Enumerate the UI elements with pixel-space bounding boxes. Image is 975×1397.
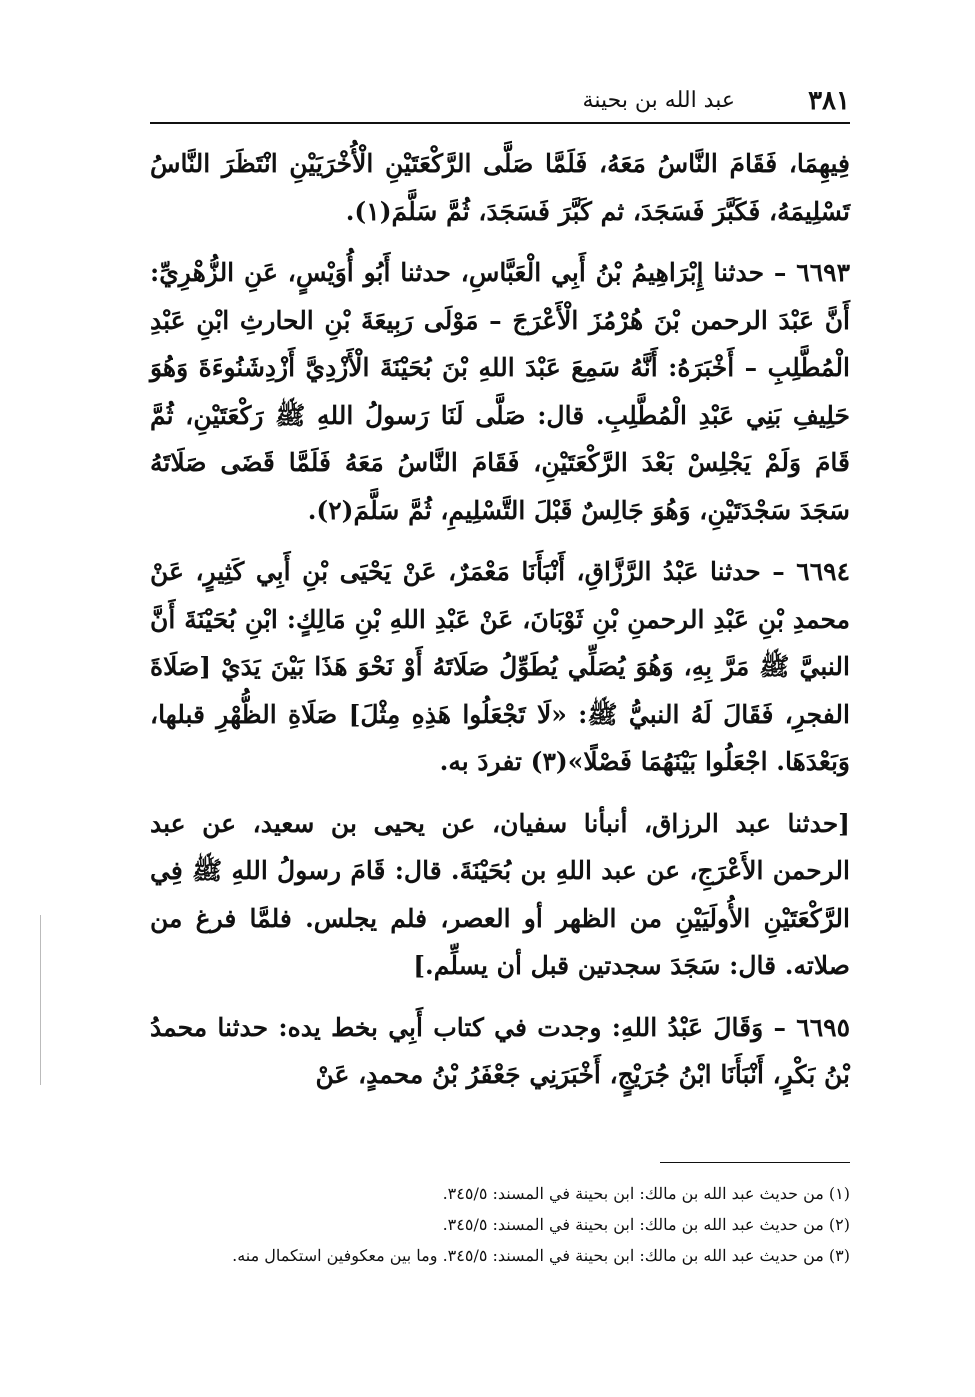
footnote-rule — [660, 1162, 850, 1163]
paragraph-text: فِيهِمَا، فَقَامَ النَّاسُ مَعَهُ، فَلَمَّا صَلَّى الرَّكْعَتَيْنِ الْأُخْرَيَيْنِ انْتَظَرَ النَّاسُ تَسْلِيمَهُ، فَكَبَّرَ فَسَجَدَ، ثم كَبَّرَ فَسَجَدَ، ثُمَّ سَلَّمَ(١). — [150, 149, 850, 226]
paragraph — [150, 140, 850, 235]
footnotes — [150, 1178, 850, 1271]
running-title: عبد الله بن بحينة — [582, 88, 735, 113]
hadith-number: ٦٦٩٥ — [796, 1012, 850, 1042]
header-rule — [150, 122, 850, 124]
scan-margin-mark — [40, 915, 41, 1085]
paragraph-text: – حدثنا إِبْرَاهِيمُ بْنُ أَبِي الْعَبَّاسِ، حدثنا أَبُو أُوَيْسٍ، عَنِ الزُّهْرِيِّ: أَنَّ عَبْدَ الرحمن بْنَ هُرْمُزَ الْأَعْرَجَ – مَوْلَى رَبِيعَةَ بْنِ الحارثِ ابْنِ عَبْدِ الْمُطَّلِبِ – أَخْبَرَهُ: أَنَّهُ سَمِعَ عَبْدَ اللهِ بْنَ بُحَيْنَةَ الْأَزْدِيَّ أَزْدِشَنُوءَةَ وَهُوَ حَلِيفِ بَنِي عَبْدِ الْمُطَّلِبِ. قال: صَلَّى لَنَا رَسولُ اللهِ ﷺ رَكْعَتَيْنِ، ثُمَّ قَامَ وَلَمْ يَجْلِسْ بَعْدَ الرَّكْعَتَيْنِ، فَقَامَ النَّاسُ مَعَهُ فَلَمَّا قَضَى صَلَاتَهُ سَجَدَ سَجْدَتَيْنِ، وَهُوَ جَالِسٌ قَبْلَ التَّسْلِيمِ، ثُمَّ سَلَّمَ(٢). — [150, 258, 850, 525]
footnote: (١) من حديث عبد الله بن مالك: ابن بحينة في المسند: ٣٤٥/٥. — [442, 1184, 850, 1203]
page-number: ٣٨١ — [808, 86, 850, 116]
footnote: (٣) من حديث عبد الله بن مالك: ابن بحينة في المسند: ٣٤٥/٥. وما بين معكوفين استكمال منه. — [232, 1246, 850, 1265]
hadith-paragraph — [150, 1004, 850, 1099]
page-header — [150, 86, 850, 120]
hadith-number: ٦٦٩٣ — [796, 258, 850, 287]
footnote: (٢) من حديث عبد الله بن مالك: ابن بحينة في المسند: ٣٤٥/٥. — [442, 1215, 850, 1234]
hadith-paragraph — [150, 548, 850, 786]
body-text — [150, 140, 850, 1113]
hadith-number: ٦٦٩٤ — [796, 557, 850, 586]
paragraph-text: – وَقَالَ عَبْدُ اللهِ: وجدت في كتاب أَبِي بخط يده: حدثنا محمدُ بْنُ بَكْرٍ، أَنْبَأَنَا ابْنُ جُرَيْجٍ، أَخْبَرَنِي جَعْفَرُ بْنُ محمدٍ، عَنْ — [150, 1012, 850, 1089]
hadith-paragraph — [150, 249, 850, 534]
paragraph — [150, 800, 850, 990]
paragraph-text: – حدثنا عَبْدُ الرَّزَّاقِ، أَنْبَأَنَا مَعْمَرٌ، عَنْ يَحْيَى بْنِ أَبِي كَثِيرٍ، عَنْ محمدِ بْنِ عَبْدِ الرحمنِ بْنِ ثَوْبَانَ، عَنْ عَبْدِ اللهِ بْنِ مَالِكٍ: ابْنِ بُحَيْنَةَ أَنَّ النبيَّ ﷺ مَرَّ بِهِ، وَهُوَ يُصَلِّي يُطَوِّلُ صَلَاتَهُ أَوْ نَحْوَ هَذَا بَيْنَ يَدَيْ [صَلَاةَ الفجرِ، فَقَالَ لَهُ النبيُّ ﷺ: «لَا تَجْعَلُوا هَذِهِ مِثْلَ] صَلَاةِ الظُّهْرِ قبلها، وَبَعْدَهَا. اجْعَلُوا بَيْنَهُمَا فَصْلًا»(٣) تفردَ به. — [150, 557, 850, 776]
paragraph-text: [حدثنا عبد الرزاق، أنبأنا سفيان، عن يحيى بن سعيد، عن عبد الرحمن الأَعْرَجِ، عن عبد اللهِ بن بُحَيْنَةَ. قال: قَامَ رسولُ اللهِ ﷺ فِي الرَّكْعَتَيْنِ الأُولَيَيْنِ من الظهر أو العصر، فلم يجلس. فلمَّا فرغ من صلاته. قال: سَجَدَ سجدتين قبل أن يسلِّم.] — [150, 808, 850, 980]
